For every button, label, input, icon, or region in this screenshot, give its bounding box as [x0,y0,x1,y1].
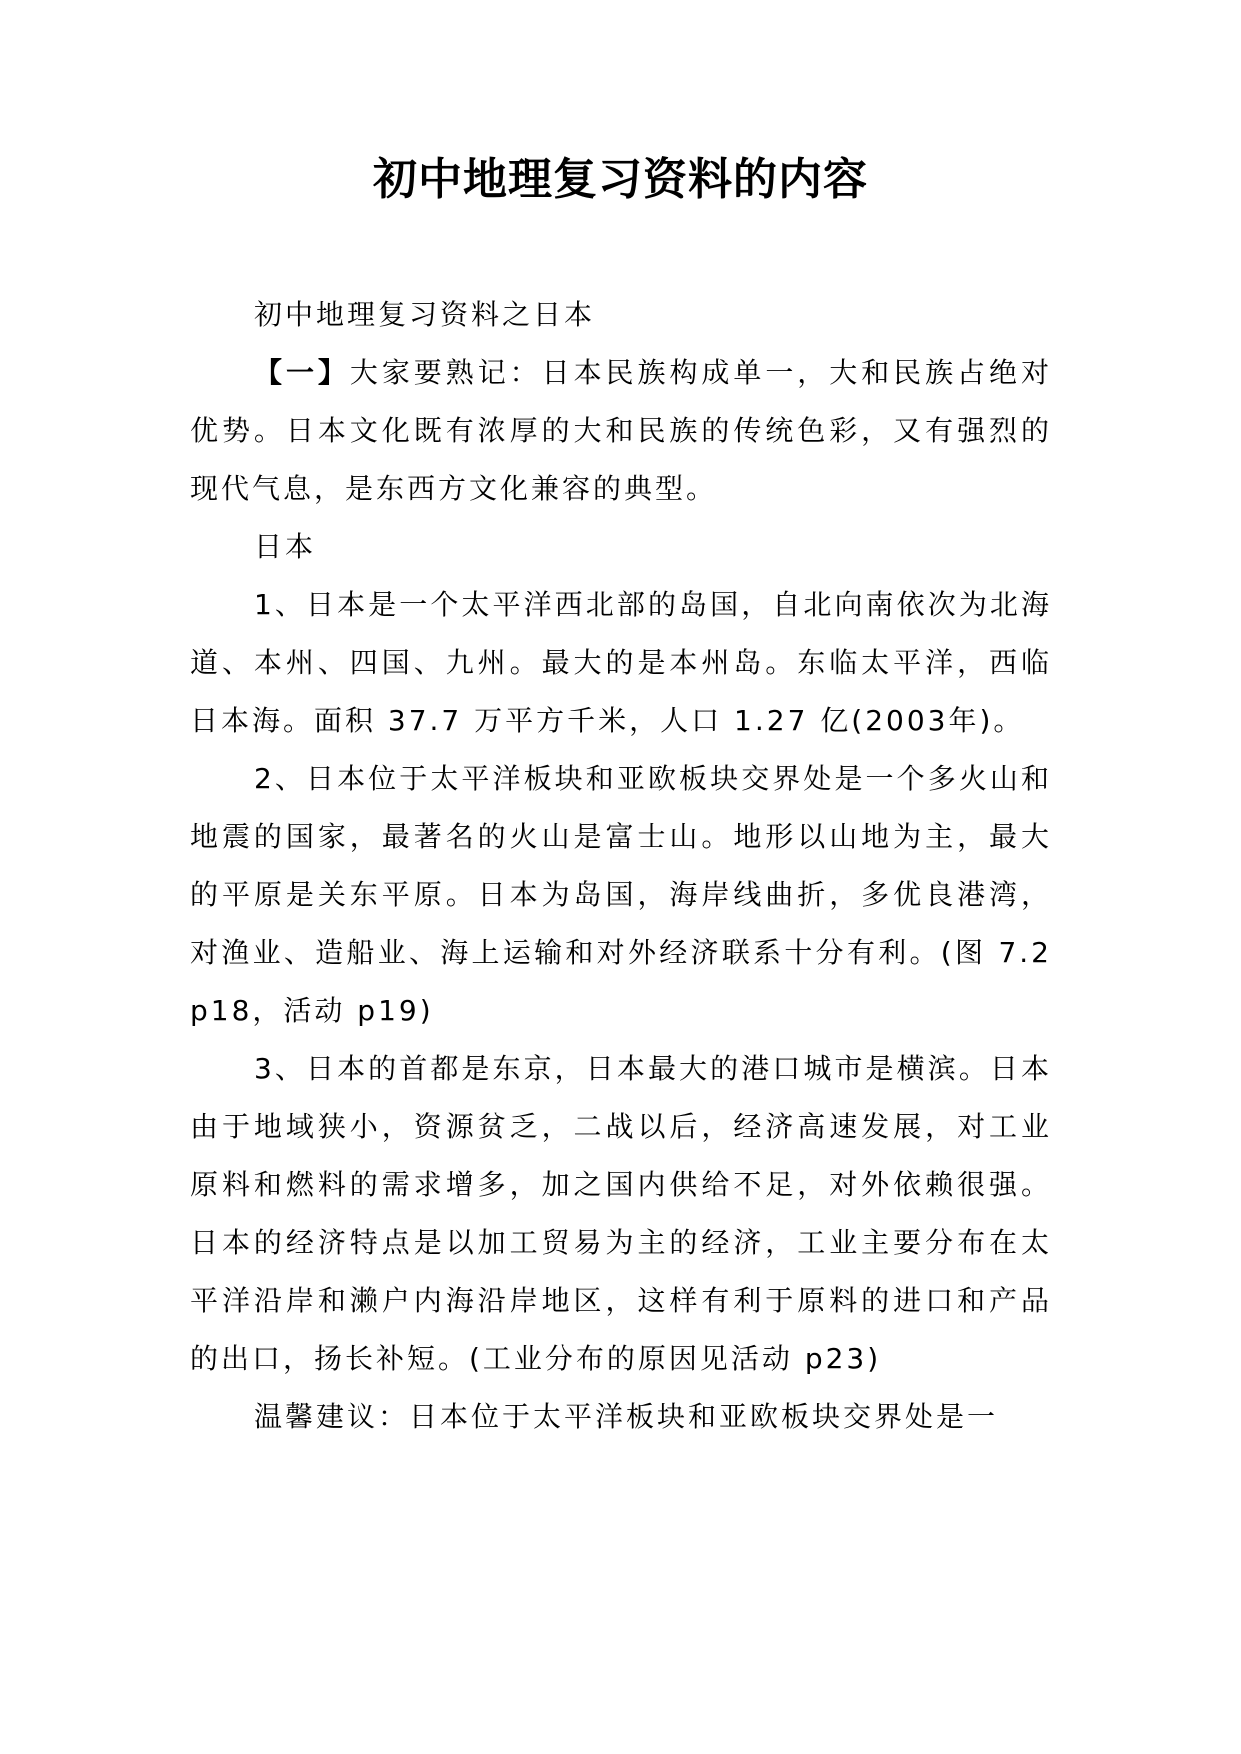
section-heading: 初中地理复习资料之日本 [254,298,596,331]
list-item-2: 2、日本位于太平洋板块和亚欧板块交界处是一个多火山和地震的国家，最著名的火山是富士山。地形以山地为主，最大的平原是关东平原。日本为岛国，海岸线曲折，多优良港湾，对渔业、造船业、海上运输和对外经济联系十分有利。(图 7.2 p18，活动 p19) [190,762,1052,1027]
intro-paragraph [190,344,1052,518]
list-item-3: 3、日本的首都是东京，日本最大的港口城市是横滨。日本由于地域狭小，资源贫乏，二战以后，经济高速发展，对工业原料和燃料的需求增多，加之国内供给不足，对外依赖很强。日本的经济特点是以加工贸易为主的经济，工业主要分布在太平洋沿岸和濑户内海沿岸地区，这样有利于原料的进口和产品的出口，扬长补短。(工业分布的原因见活动 p23) [190,1052,1052,1375]
subheading-japan: 日本 [254,530,317,563]
document-title: 初中地理复习资料的内容 [373,154,868,205]
list-item-1: 1、日本是一个太平洋西北部的岛国，自北向南依次为北海道、本州、四国、九州。最大的是本州岛。东临太平洋，西临日本海。面积 37.7 万平方千米，人口 1.27 亿(2003年)。 [190,588,1052,737]
intro-text: 大家要熟记：日本民族构成单一，大和民族占绝对优势。日本文化既有浓厚的大和民族的传统色彩，又有强烈的现代气息，是东西方文化兼容的典型。 [190,356,1052,505]
document-body [190,286,1052,1446]
tip-paragraph: 温馨建议：日本位于太平洋板块和亚欧板块交界处是一 [254,1400,999,1433]
bracket-marker: 【一】 [254,356,350,389]
